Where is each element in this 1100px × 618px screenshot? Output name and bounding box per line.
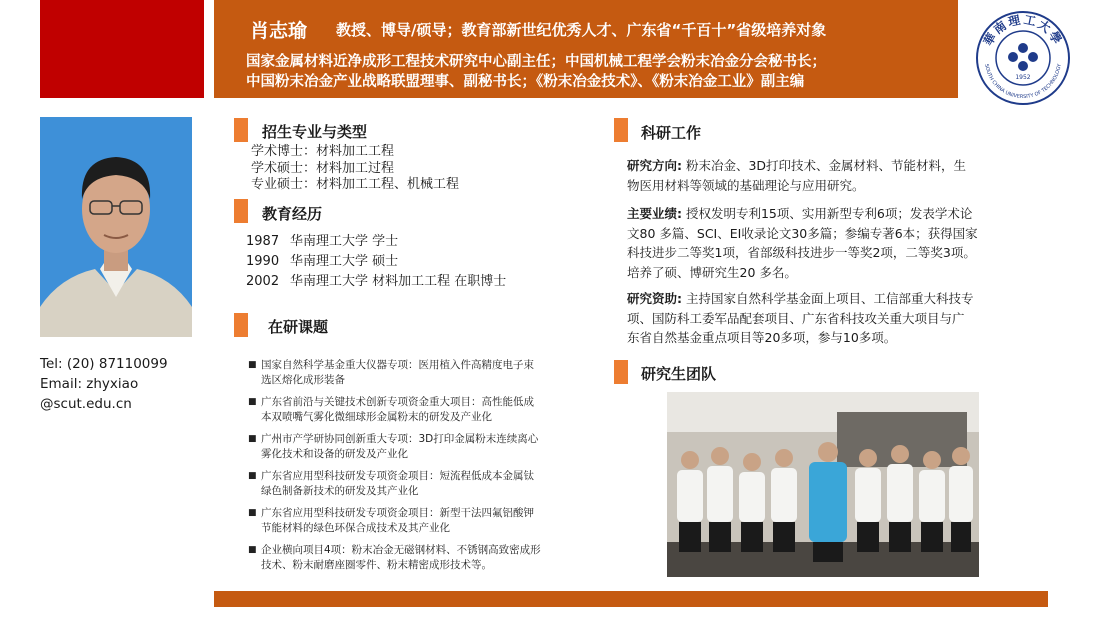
project-line: 广东省应用型科技研发专项资金项目：短流程低成本金属钛	[261, 470, 534, 482]
project-line: 技术、粉末耐磨座圈零件、粉末精密成形技术等。	[261, 559, 492, 571]
logo-year: 1952	[1015, 74, 1031, 81]
research-direction	[627, 156, 1013, 195]
research-direction-text: 物医用材料等领域的基础理论与应用研究。	[627, 177, 865, 193]
university-logo	[975, 10, 1071, 106]
education-list	[246, 232, 506, 292]
phone-number: Tel: (20) 87110099	[40, 356, 168, 372]
person-name: 肖志瑜	[250, 20, 308, 42]
project-line: 广东省前沿与关键技术创新专项资金重大项目：高性能低成	[261, 396, 534, 408]
project-line: 广东省应用型科技研发专项资金项目：新型干法四氟铝酸钾	[261, 507, 534, 519]
enrollment-title: 招生专业与类型	[262, 123, 368, 141]
education-item	[246, 232, 506, 252]
projects-title: 在研课题	[268, 318, 329, 336]
section-marker	[234, 313, 248, 337]
bullet-square-icon: ■	[248, 434, 257, 444]
email-address: Email: zhyxiao	[40, 376, 139, 392]
project-line: 本双喷嘴气雾化微细球形金属粉末的研发及产业化	[261, 411, 492, 423]
bullet-square-icon: ■	[248, 471, 257, 481]
education-item	[246, 272, 506, 292]
education-year: 2002	[246, 274, 280, 289]
education-text: 华南理工大学 学士	[290, 234, 399, 249]
research-achievement-label: 主要业绩:	[627, 206, 682, 221]
education-text: 华南理工大学 硕士	[290, 254, 399, 269]
research-funding-text: 主持国家自然科学基金面上项目、工信部重大科技专	[682, 291, 974, 306]
bullet-square-icon: ■	[248, 508, 257, 518]
enrollment-item: 学术博士：材料加工工程	[251, 144, 395, 159]
team-title: 研究生团队	[641, 365, 717, 383]
education-title: 教育经历	[262, 205, 323, 223]
research-funding	[627, 289, 1013, 348]
research-funding-text: 东省自然基金重点项目等20多项，参与10多项。	[627, 330, 897, 345]
section-marker	[234, 199, 248, 223]
project-item	[246, 432, 576, 462]
education-year: 1987	[246, 234, 280, 249]
project-item	[246, 358, 576, 388]
person-positions-line-1: 国家金属材料近净成形工程技术研究中心副主任；中国机械工程学会粉末冶金分会秘书长；	[246, 54, 826, 70]
research-achievement-text: 培养了硕、博研究生20 多名。	[627, 264, 797, 280]
research-funding-text: 项、国防科工委军品配套项目、广东省科技攻关重大项目与广	[627, 310, 965, 326]
bullet-square-icon: ■	[248, 545, 257, 555]
research-direction-text: 粉末冶金、3D打印技术、金属材料、节能材料，生	[682, 158, 967, 173]
portrait-photo	[40, 117, 192, 337]
research-direction-label: 研究方向:	[627, 158, 682, 173]
project-item	[246, 469, 576, 499]
section-marker	[614, 118, 628, 142]
bullet-square-icon: ■	[248, 397, 257, 407]
enrollment-item: 学术硕士：材料加工过程	[251, 160, 395, 176]
team-group-photo	[667, 392, 979, 577]
email-domain: @scut.edu.cn	[40, 396, 132, 412]
education-item	[246, 252, 506, 272]
education-text: 华南理工大学 材料加工工程 在职博士	[290, 274, 507, 289]
section-marker	[234, 118, 248, 142]
project-line: 广州市产学研协同创新重大专项：3D打印金属粉末连续离心	[261, 433, 539, 445]
project-item	[246, 543, 576, 573]
project-line: 绿色制备新技术的研发及其产业化	[261, 485, 419, 497]
bullet-square-icon: ■	[248, 360, 257, 370]
header-banner	[214, 0, 958, 98]
project-line: 国家自然科学基金重大仪器专项：医用植入件高精度电子束	[261, 359, 534, 371]
education-year: 1990	[246, 254, 280, 269]
section-marker	[614, 360, 628, 384]
project-line: 雾化技术和设备的研发及产业化	[261, 448, 408, 460]
research-achievements	[627, 204, 1013, 282]
logo-text-top: 華南理工大學	[980, 12, 1066, 49]
project-item	[246, 506, 576, 536]
contact-info	[40, 354, 168, 414]
project-line: 企业横向项目4项：粉末冶金无磁钢材料、不锈钢高致密成形	[261, 544, 541, 556]
project-item	[246, 395, 576, 425]
project-line: 选区熔化成形装备	[261, 374, 345, 386]
footer-bar	[214, 591, 1048, 607]
enrollment-item: 专业硕士：材料加工工程、机械工程	[251, 177, 460, 192]
research-title: 科研工作	[641, 124, 702, 142]
person-titles: 教授、博导/硕导；教育部新世纪优秀人才、广东省“千百十”省级培养对象	[336, 21, 827, 39]
research-achievement-text: 科技进步二等奖1项，省部级科技进步一等奖2项，二等奖3项。	[627, 245, 976, 260]
project-line: 节能材料的绿色环保合成技术及其产业化	[261, 522, 450, 534]
research-achievement-text: 授权发明专利15项、实用新型专利6项；发表学术论	[682, 206, 973, 221]
project-list	[246, 358, 576, 580]
research-funding-label: 研究资助:	[627, 291, 682, 306]
research-achievement-text: 文80 多篇、SCI、EI收录论文30多篇；参编专著6本；获得国家	[627, 225, 978, 241]
person-positions-line-2: 中国粉末冶金产业战略联盟理事、副秘书长；《粉末冶金技术》、《粉末冶金工业》副主编	[246, 74, 805, 90]
logo-text-bottom: SOUTH CHINA UNIVERSITY OF TECHNOLOGY	[983, 63, 1063, 101]
red-accent-block	[40, 0, 204, 98]
